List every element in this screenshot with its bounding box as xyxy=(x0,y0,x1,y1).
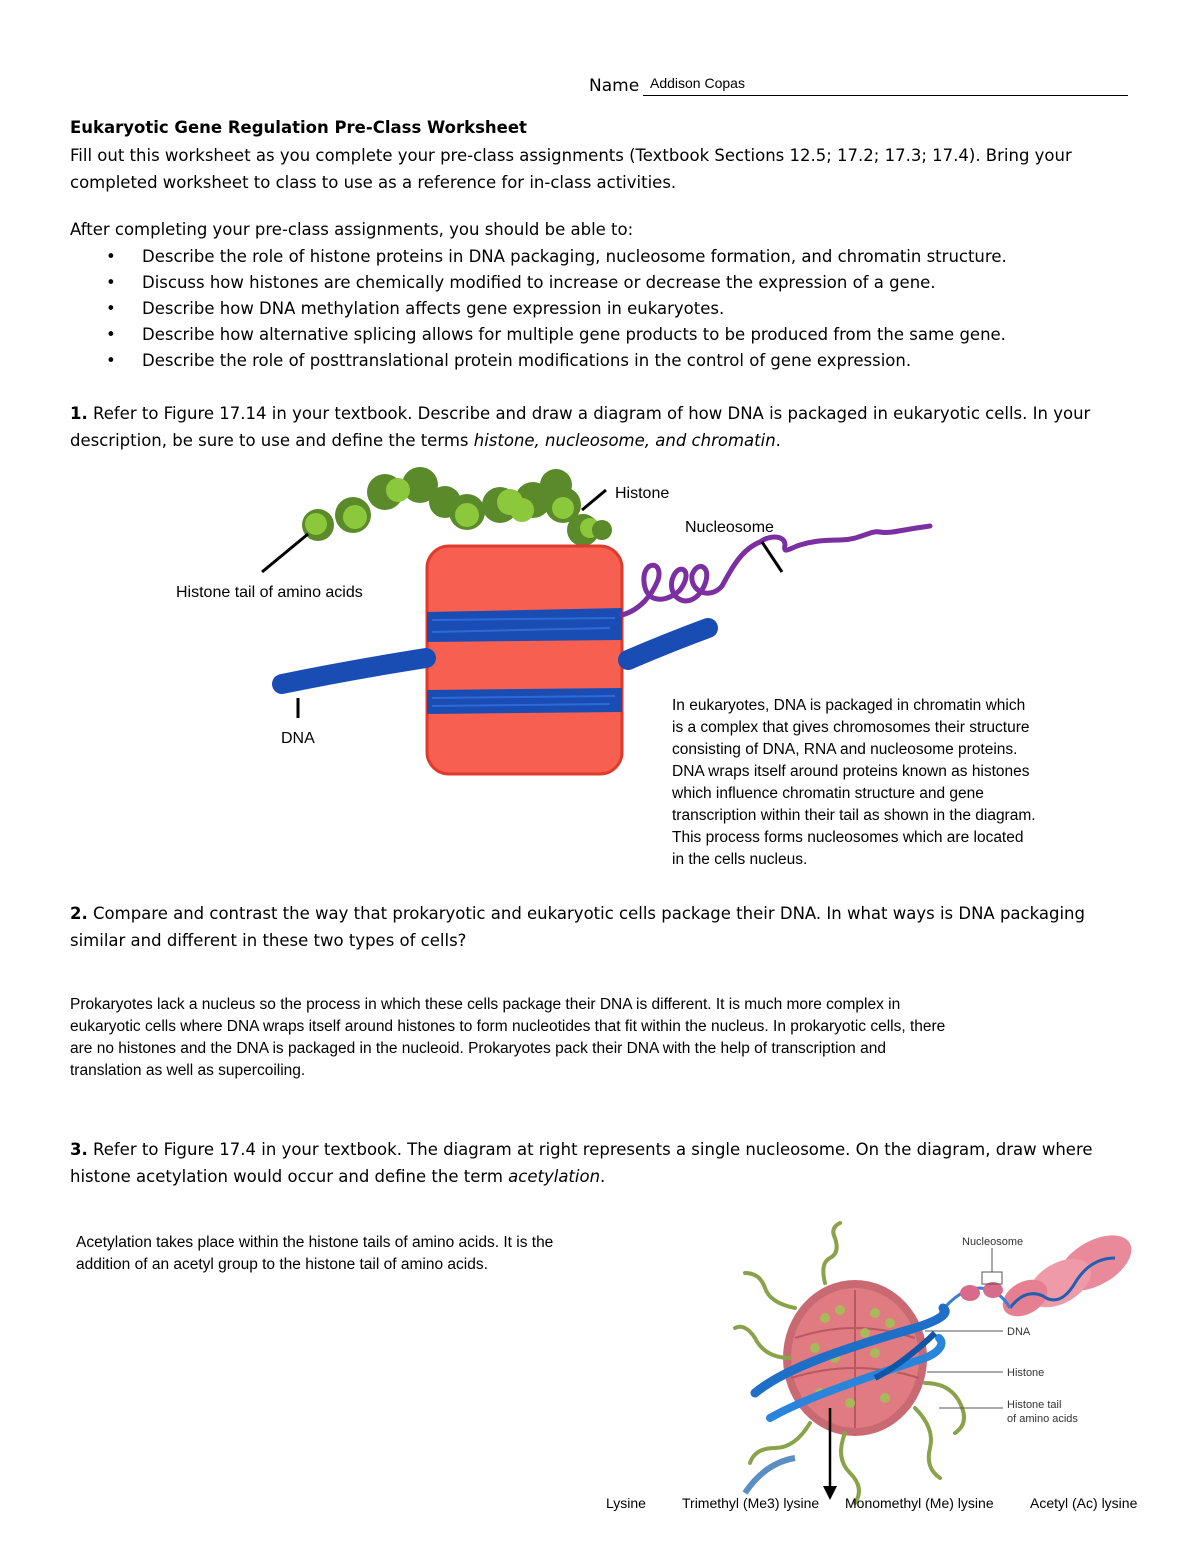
nucleosome-figure xyxy=(725,1218,1175,1508)
question-2-answer xyxy=(70,994,1150,1082)
label-histone: Histone xyxy=(615,485,670,502)
dna-linker-right xyxy=(628,628,708,660)
histone-core xyxy=(427,546,622,774)
question-3 xyxy=(70,1136,1140,1190)
answer-line: In eukaryotes, DNA is packaged in chromatin which xyxy=(672,697,1026,714)
question-3-text: Refer to Figure 17.4 in your textbook. The diagram at right represents a single nucleosome. On the diagram, draw where histone acetylation would occur and define the term xyxy=(70,1140,1093,1186)
name-label: Name xyxy=(589,76,640,96)
legend-monomethyl: Monomethyl (Me) lysine xyxy=(845,1495,994,1511)
question-3-end: . xyxy=(600,1167,606,1186)
fig-label-nucleosome: Nucleosome xyxy=(962,1236,1024,1248)
question-1-terms: histone, nucleosome, and chromatin xyxy=(473,431,776,450)
fig-label-histone: Histone xyxy=(1007,1367,1045,1379)
question-3-number: 3. xyxy=(70,1140,88,1159)
answer-line: consisting of DNA, RNA and nucleosome proteins. xyxy=(672,741,1018,758)
question-1-number: 1. xyxy=(70,404,88,423)
question-2 xyxy=(70,900,1140,954)
answer-line: addition of an acetyl group to the histone tail of amino acids. xyxy=(76,1256,488,1273)
histone-tail-beads xyxy=(302,467,612,546)
answer-line: DNA wraps itself around proteins known as histones xyxy=(672,763,1030,780)
linker-nucleosomes xyxy=(940,1248,1010,1313)
answer-line: translation as well as supercoiling. xyxy=(70,1062,306,1079)
objectives-lead: After completing your pre-class assignments, you should be able to: xyxy=(70,220,634,239)
objectives-list xyxy=(70,244,1007,374)
label-histone-tail: Histone tail of amino acids xyxy=(176,584,363,601)
nucleosome-strand xyxy=(622,526,930,615)
fig-label-dna: DNA xyxy=(1007,1326,1031,1338)
dna-band-upper xyxy=(427,608,622,642)
question-1-end: . xyxy=(775,431,781,450)
answer-line: eukaryotic cells where DNA wraps itself around histones to form nucleotides that fit within the nucleus. In prokaryotic cells, there xyxy=(70,1018,946,1035)
objective-item: • Discuss how histones are chemically modified to increase or decrease the expression of a gene. xyxy=(70,270,1007,296)
question-1-text: Refer to Figure 17.14 in your textbook. Describe and draw a diagram of how DNA is packaged in eukaryotic cells. In your description, be sure to use and define the terms xyxy=(70,404,1091,450)
dna-linker-left xyxy=(282,658,426,684)
page-title: Eukaryotic Gene Regulation Pre-Class Worksheet xyxy=(70,118,527,137)
name-value: Addison Copas xyxy=(650,75,745,91)
objective-item: • Describe how DNA methylation affects gene expression in eukaryotes. xyxy=(70,296,1007,322)
legend-acetyl: Acetyl (Ac) lysine xyxy=(1030,1495,1138,1511)
question-3-answer xyxy=(76,1232,656,1276)
answer-line: which influence chromatin structure and gene xyxy=(672,785,984,802)
label-dna: DNA xyxy=(281,730,315,747)
question-1-answer xyxy=(672,695,1142,871)
objective-item: • Describe the role of posttranslational protein modifications in the control of gene expression. xyxy=(70,348,1007,374)
objective-item: • Describe how alternative splicing allows for multiple gene products to be produced from the same gene. xyxy=(70,322,1007,348)
question-2-number: 2. xyxy=(70,904,88,923)
answer-line: is a complex that gives chromosomes their structure xyxy=(672,719,1030,736)
legend-trimethyl: Trimethyl (Me3) lysine xyxy=(682,1495,820,1511)
fig-label-histone-tail-1: Histone tail xyxy=(1007,1399,1062,1411)
intro-text: Fill out this worksheet as you complete your pre-class assignments (Textbook Sections 12.5; 17.2; 17.3; 17.4). Bring your completed worksheet to class to use as a reference for in-class activities. xyxy=(70,146,1072,192)
legend-lysine: Lysine xyxy=(606,1495,646,1511)
answer-line: Acetylation takes place within the histone tails of amino acids. It is the xyxy=(76,1234,554,1251)
objective-item: • Describe the role of histone proteins in DNA packaging, nucleosome formation, and chromatin structure. xyxy=(70,244,1007,270)
fig-label-histone-tail-2: of amino acids xyxy=(1007,1413,1078,1425)
question-1 xyxy=(70,400,1140,454)
answer-line: transcription within their tail as shown in the diagram. xyxy=(672,807,1036,824)
answer-line: Prokaryotes lack a nucleus so the process in which these cells package their DNA is different. It is much more complex in xyxy=(70,996,901,1013)
answer-line: in the cells nucleus. xyxy=(672,851,808,868)
question-3-term: acetylation xyxy=(508,1167,601,1186)
dna-band-lower xyxy=(427,688,622,714)
label-nucleosome: Nucleosome xyxy=(685,519,774,536)
answer-line: are no histones and the DNA is packaged in the nucleoid. Prokaryotes pack their DNA with the help of transcription and xyxy=(70,1040,886,1057)
question-2-text: Compare and contrast the way that prokaryotic and eukaryotic cells package their DNA. In what ways is DNA packaging similar and different in these two types of cells? xyxy=(70,904,1085,950)
answer-line: This process forms nucleosomes which are located xyxy=(672,829,1024,846)
